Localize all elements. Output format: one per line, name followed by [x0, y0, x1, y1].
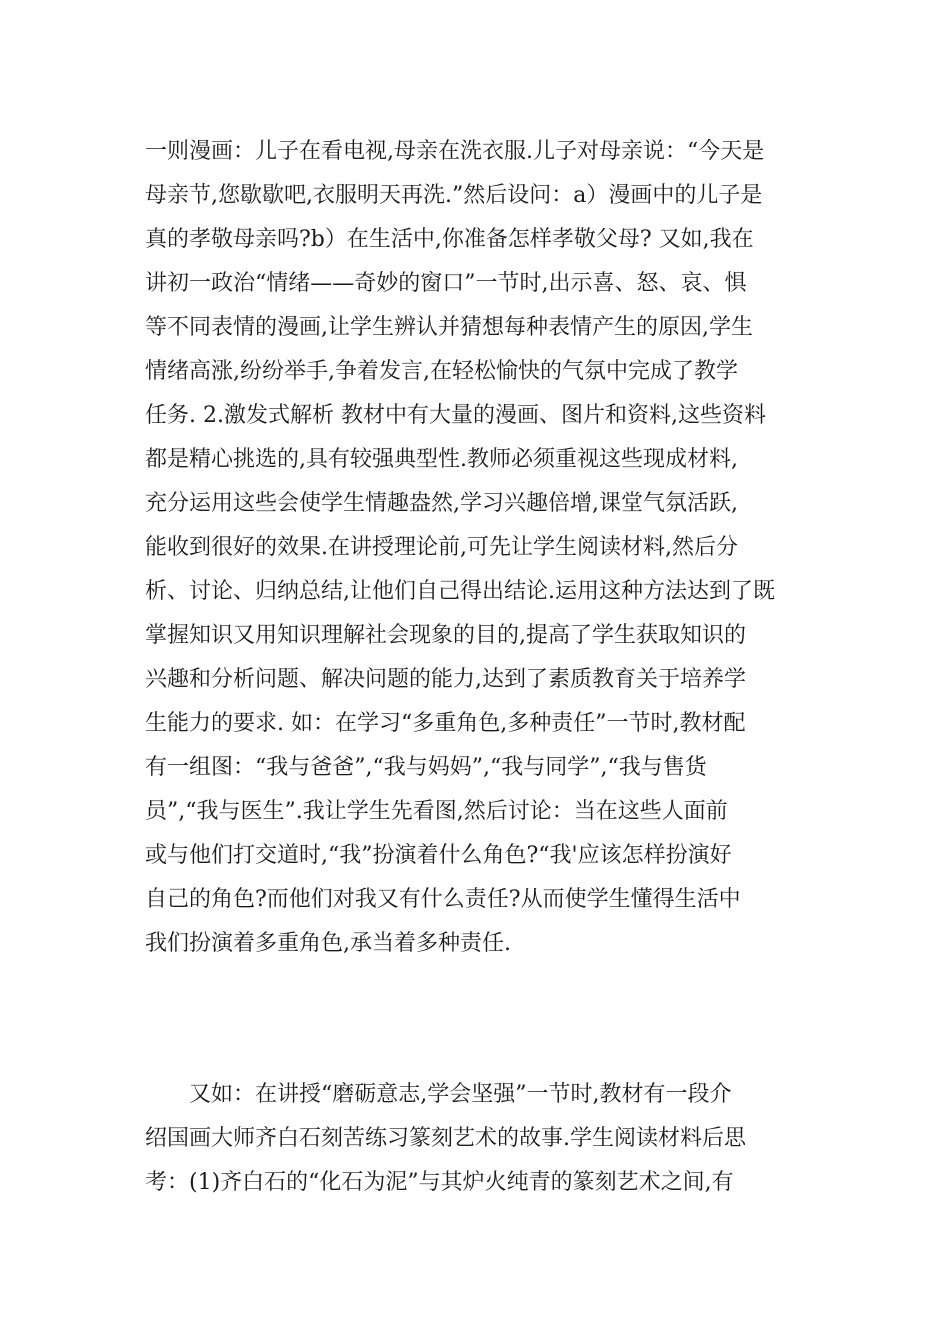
- text-line: 绍国画大师齐白石刻苦练习篆刻艺术的故事.学生阅读材料后思: [145, 1126, 746, 1151]
- text-line: 真的孝敬母亲吗?b）在生活中,你准备怎样孝敬父母? 又如,我在: [145, 227, 754, 252]
- text-line: 生能力的要求. 如：在学习“多重角色,多种责任”一节时,教材配: [145, 711, 746, 736]
- text-line: 员”,“我与医生”.我让学生先看图,然后讨论：当在这些人面前: [145, 799, 728, 824]
- text-line: 一则漫画：儿子在看电视,母亲在洗衣服.儿子对母亲说：“今天是: [145, 139, 765, 164]
- text-line: 兴趣和分析问题、解决问题的能力,达到了素质教育关于培养学: [145, 667, 746, 692]
- text-line: 掌握知识又用知识理解社会现象的目的,提高了学生获取知识的: [145, 623, 746, 648]
- text-line: 等不同表情的漫画,让学生辨认并猜想每种表情产生的原因,学生: [145, 315, 753, 340]
- text-line: 能收到很好的效果.在讲授理论前,可先让学生阅读材料,然后分: [145, 535, 738, 560]
- text-line: 情绪高涨,纷纷举手,争着发言,在轻松愉快的气氛中完成了教学: [145, 359, 738, 384]
- text-line: 自己的角色?而他们对我又有什么责任?从而使学生懂得生活中: [145, 887, 741, 912]
- text-line: 讲初一政治“情绪——奇妙的窗口”一节时,出示喜、怒、哀、惧: [145, 271, 747, 296]
- text-line: 有一组图：“我与爸爸”,“我与妈妈”,“我与同学”,“我与售货: [145, 755, 707, 780]
- text-line: 考：(1)齐白石的“化石为泥”与其炉火纯青的篆刻艺术之间,有: [145, 1170, 734, 1195]
- text-line: 都是精心挑选的,具有较强典型性.教师必须重视这些现成材料,: [145, 447, 738, 472]
- text-line: 我们扮演着多重角色,承当着多种责任.: [145, 931, 511, 956]
- text-line: 析、讨论、归纳总结,让他们自己得出结论.运用这种方法达到了既: [145, 579, 775, 604]
- paragraph-1: [145, 130, 815, 966]
- text-line: 任务. 2.激发式解析 教材中有大量的漫画、图片和资料,这些资料: [145, 403, 766, 428]
- paragraph-2: [145, 1073, 815, 1205]
- text-line: 母亲节,您歇歇吧,衣服明天再洗.”然后设问：a）漫画中的儿子是: [145, 183, 763, 208]
- text-line: 或与他们打交道时,“我”扮演着什么角色?“我'应该怎样扮演好: [145, 843, 732, 868]
- text-line: 充分运用这些会使学生情趣盎然,学习兴趣倍增,课堂气氛活跃,: [145, 491, 738, 516]
- text-line: 又如：在讲授“磨砺意志,学会坚强”一节时,教材有一段介: [189, 1082, 732, 1107]
